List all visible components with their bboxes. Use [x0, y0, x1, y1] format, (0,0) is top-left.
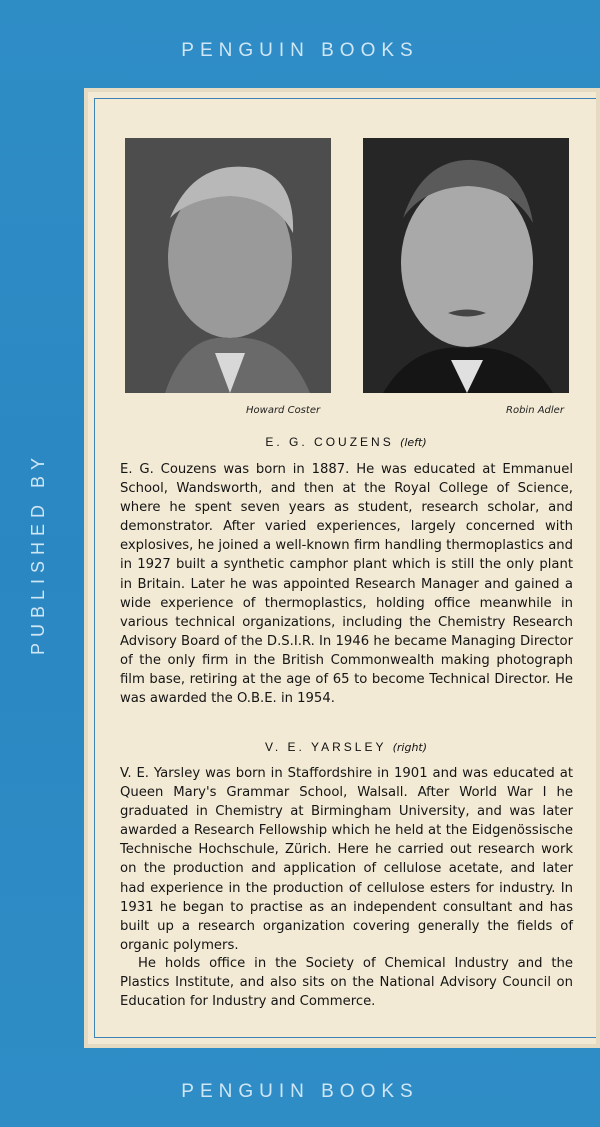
- portrait-yarsley-icon: [363, 138, 569, 393]
- publisher-name-bottom: PENGUIN BOOKS: [181, 1081, 419, 1102]
- author-bio-yarsley: V. E. Yarsley was born in Staffordshire in 1901 and was educated at Queen Mary's Grammar School, Walsall. After World War I he graduated in Chemistry at Birmingham University, and was later awarded a Research Fellowship which he held at the Eidgenössische Technische Hochschule, Zürich. Here he carried out research work on the production and application of cellulose acetate, and later had experience in the production of cellulose esters for industry. In 1931 he began to practise as an independent consultant and has built up a research organization covering generally the fields of organic polymers.: [120, 766, 573, 953]
- author-bio-yarsley-continued: He holds office in the Society of Chemical Industry and the Plastics Institute, and also sits on the National Advisory Council on Education for Industry and Commerce.: [120, 956, 573, 1010]
- photo-credit-left: Howard Coster: [246, 405, 321, 416]
- author-panel: [84, 88, 600, 1048]
- author-position: (left): [400, 436, 427, 449]
- author-photo-left: [125, 138, 331, 393]
- author-position: (right): [392, 741, 428, 754]
- author-heading-couzens: [88, 435, 600, 449]
- author-heading-yarsley: [88, 740, 600, 754]
- author-photo-right: [363, 138, 569, 393]
- author-name: E. G. COUZENS: [265, 435, 394, 449]
- published-by-text: PUBLISHED BY: [28, 451, 48, 655]
- author-bio-couzens: E. G. Couzens was born in 1887. He was educated at Emmanuel School, Wandsworth, and then at the Royal College of Science, where he spent seven years as student, research scholar, and demonstrator. After varied experiences, largely concerned with explosives, he joined a well-known firm handling thermoplastics and in 1927 built a synthetic camphor plant which is still the only plant in Britain. Later he was appointed Research Manager and gained a wide experience of thermoplastics, holding office meanwhile in various technical organizations, including the Chemistry Research Advisory Board of the D.S.I.R. In 1946 he became Managing Director of the only firm in the British Commonwealth making photograph film base, retiring at the age of 65 to become Technical Director. He was awarded the O.B.E. in 1954.: [120, 462, 573, 707]
- publisher-name-top: PENGUIN BOOKS: [181, 40, 419, 61]
- photo-credit-right: Robin Adler: [506, 405, 564, 416]
- portrait-couzens-icon: [125, 138, 331, 393]
- author-name: V. E. YARSLEY: [264, 740, 387, 754]
